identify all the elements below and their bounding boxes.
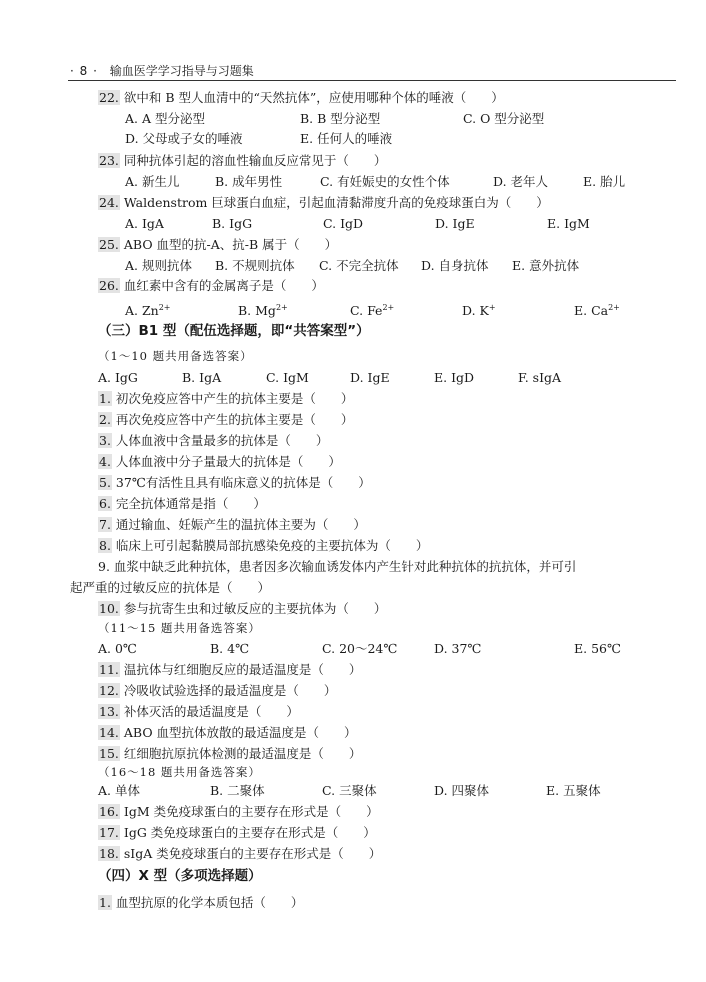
question-23: 23. 同种抗体引起的溶血性输血反应常见于（ ） <box>99 153 387 168</box>
question-24: 24. Waldenstrom 巨球蛋白血症，引起血清黏滞度升高的免疫球蛋白为（ ） <box>99 195 549 210</box>
b1-question-6: 6. 完全抗体通常是指（ ） <box>99 496 266 511</box>
b1-question-15: 15. 红细胞抗原抗体检测的最适温度是（ ） <box>99 746 362 761</box>
b1-question-5: 5. 37℃有活性且具有临床意义的抗体是（ ） <box>99 475 371 490</box>
b1-question-13: 13. 补体灭活的最适温度是（ ） <box>99 704 299 719</box>
b1-question-8: 8. 临床上可引起黏膜局部抗感染免疫的主要抗体为（ ） <box>99 538 429 553</box>
question-25: 25. ABO 血型的抗-A、抗-B 属于（ ） <box>99 237 338 252</box>
b1-question-18: 18. sIgA 类免疫球蛋白的主要存在形式是（ ） <box>99 846 382 861</box>
book-title: 输血医学学习指导与习题集 <box>109 64 254 78</box>
b1-question-11: 11. 温抗体与红细胞反应的最适温度是（ ） <box>99 662 362 677</box>
b1-question-9-continued: 起严重的过敏反应的抗体是（ ） <box>70 580 271 595</box>
question-22: 22. 欲中和 B 型人血清中的“天然抗体”，应使用哪种个体的唾液（ ） <box>99 90 504 105</box>
b1-question-16: 16. IgM 类免疫球蛋白的主要存在形式是（ ） <box>99 804 379 819</box>
b1-question-14: 14. ABO 血型抗体放散的最适温度是（ ） <box>99 725 357 740</box>
b1-question-7: 7. 通过输血、妊娠产生的温抗体主要为（ ） <box>99 517 366 532</box>
shared-options-1-10: （1～10 题共用备选答案） <box>98 349 253 363</box>
page-number: · 8 · <box>70 64 98 78</box>
section-b1-heading: （三）B1 型（配伍选择题，即“共答案型”） <box>98 323 370 339</box>
b1-question-1: 1. 初次免疫应答中产生的抗体主要是（ ） <box>99 391 354 406</box>
b1-question-17: 17. IgG 类免疫球蛋白的主要存在形式是（ ） <box>99 825 376 840</box>
x-question-1: 1. 血型抗原的化学本质包括（ ） <box>99 895 304 910</box>
b1-question-3: 3. 人体血液中含量最多的抗体是（ ） <box>99 433 329 448</box>
section-x-heading: （四）X 型（多项选择题） <box>98 868 262 884</box>
shared-options-11-15: （11～15 题共用备选答案） <box>98 621 261 635</box>
b1-question-10: 10. 参与抗寄生虫和过敏反应的主要抗体为（ ） <box>99 601 387 616</box>
page-header <box>70 62 254 79</box>
b1-question-9: 9. 血浆中缺乏此种抗体，患者因多次输血诱发体内产生针对此种抗体的抗抗体，并可引 <box>98 559 577 574</box>
b1-question-4: 4. 人体血液中分子量最大的抗体是（ ） <box>99 454 341 469</box>
b1-question-2: 2. 再次免疫应答中产生的抗体主要是（ ） <box>99 412 354 427</box>
shared-options-16-18: （16～18 题共用备选答案） <box>98 765 261 779</box>
header-rule <box>68 80 676 81</box>
question-26: 26. 血红素中含有的金属离子是（ ） <box>99 278 324 293</box>
b1-question-12: 12. 冷吸收试验选择的最适温度是（ ） <box>99 683 337 698</box>
